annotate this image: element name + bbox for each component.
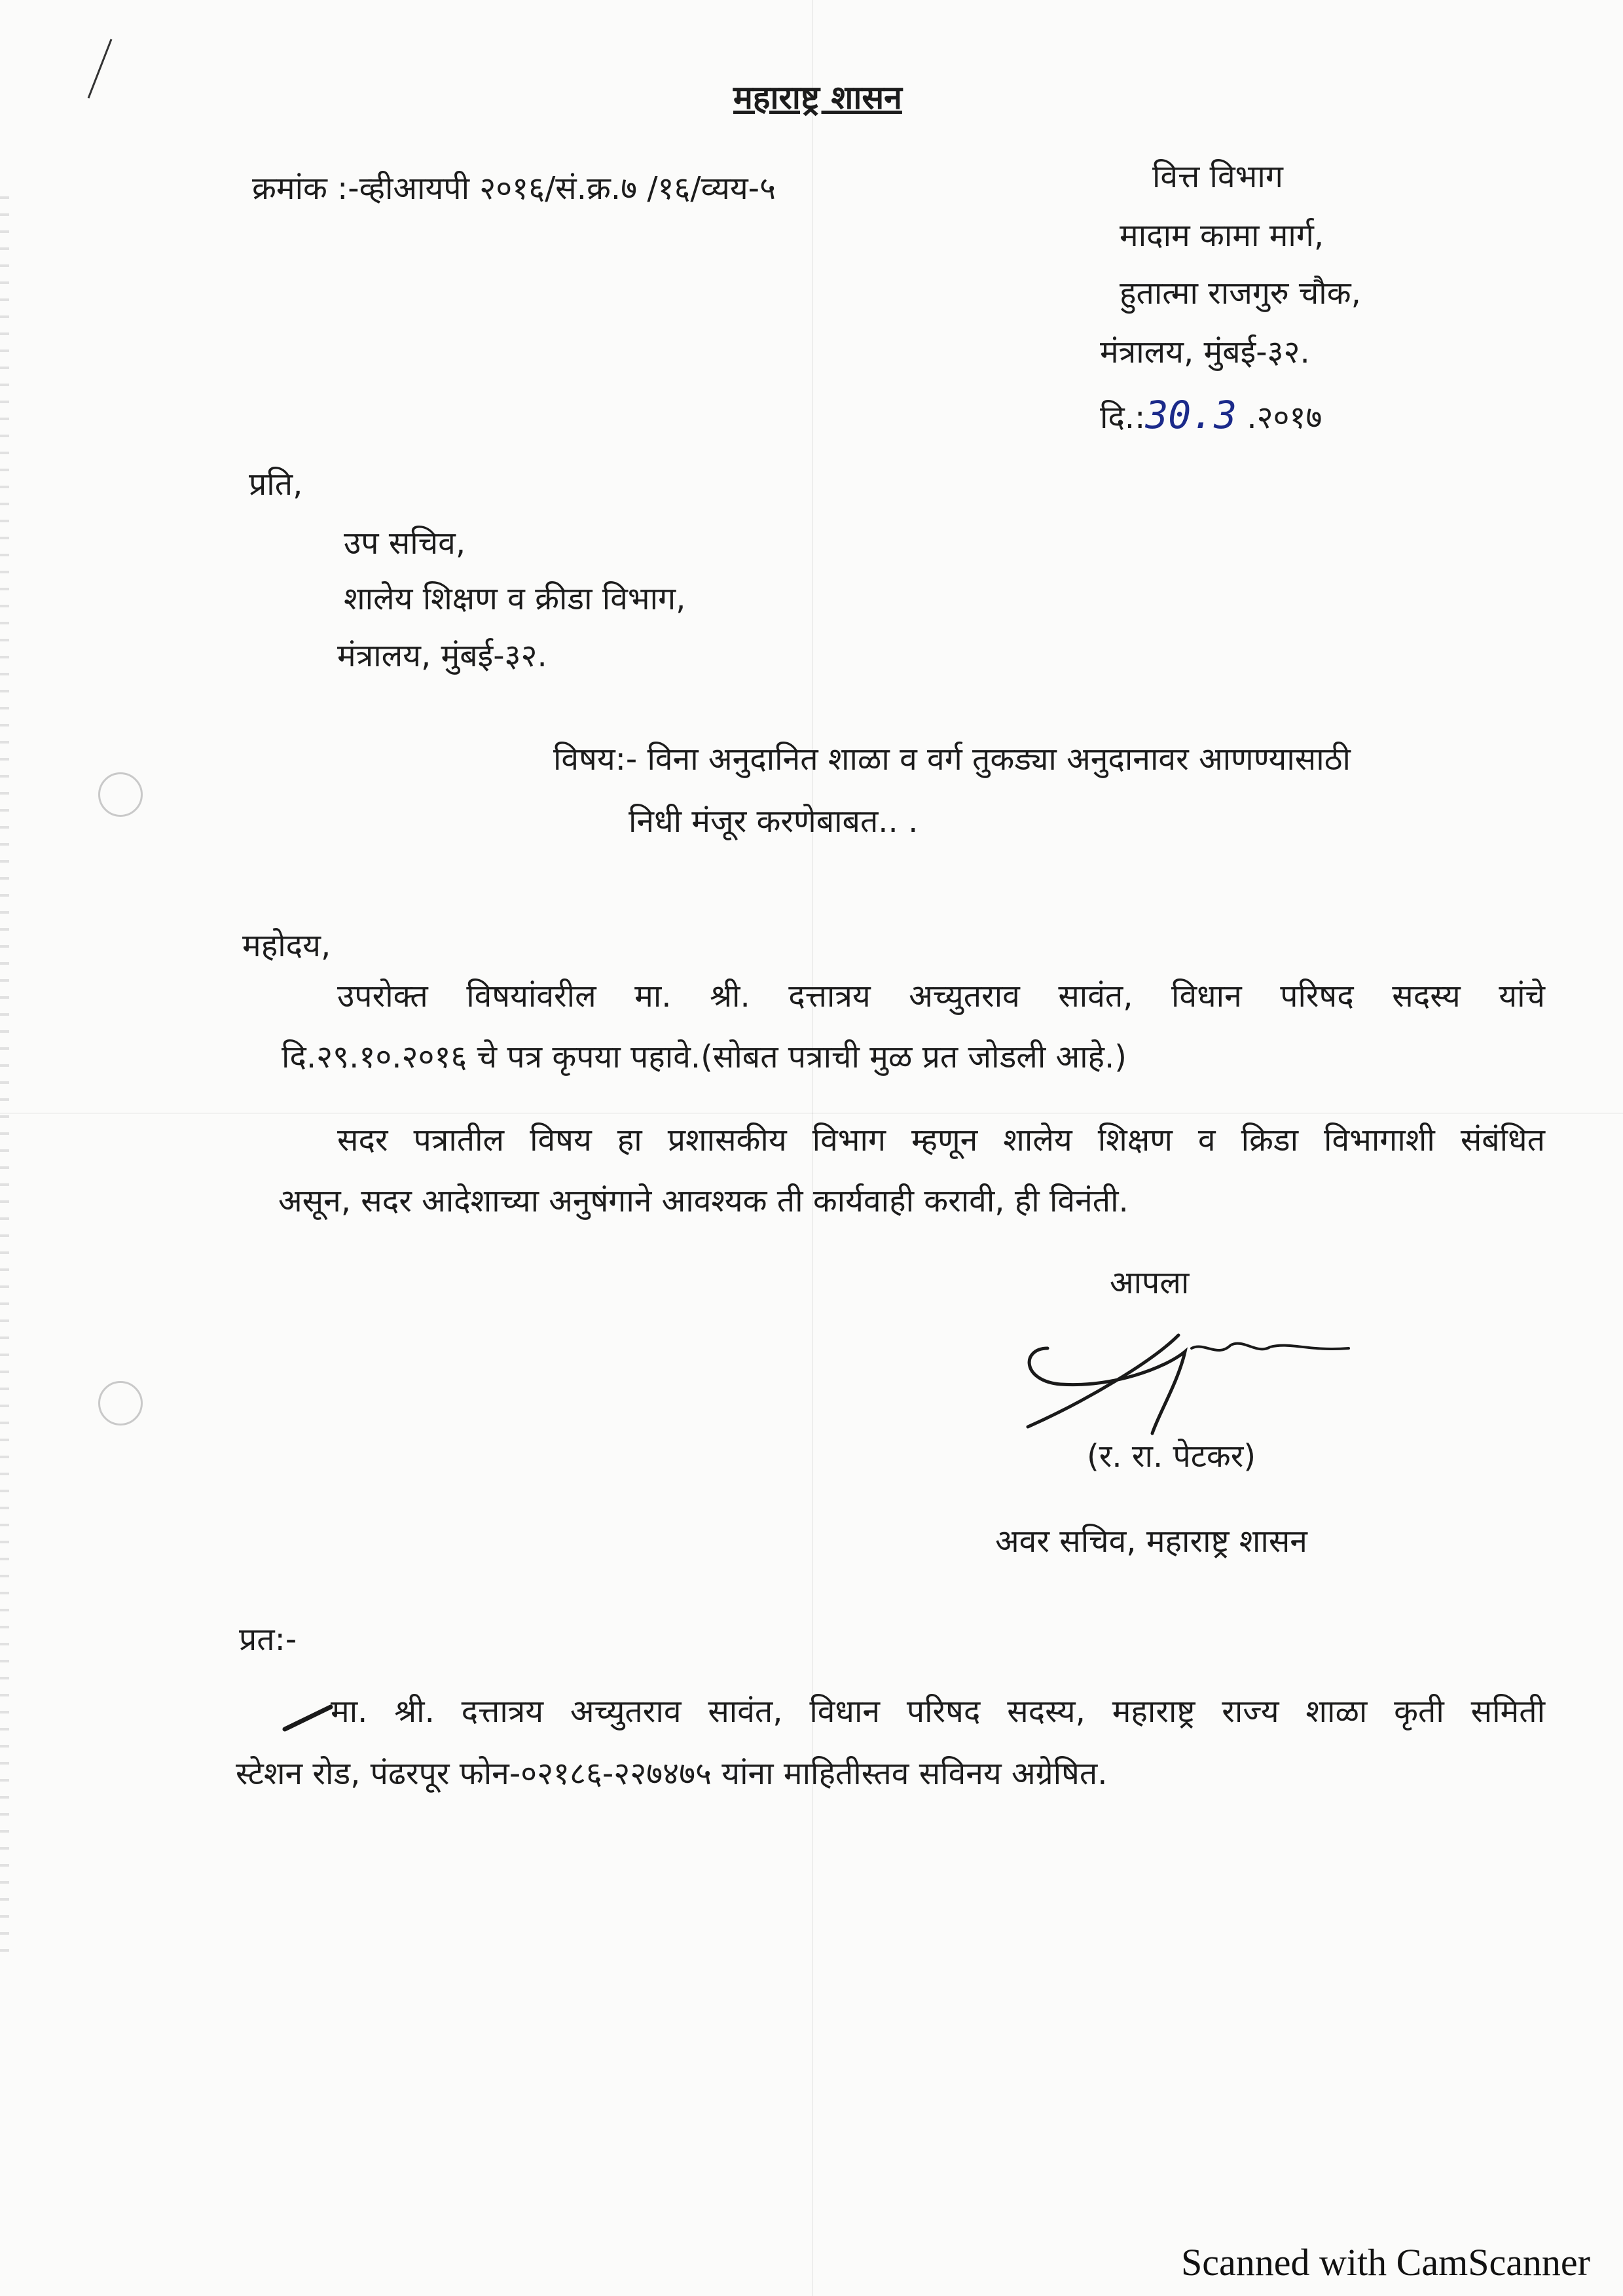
date-handwritten: 30.3 <box>1145 393 1237 437</box>
date-prefix: दि.: <box>1100 399 1146 436</box>
closing: आपला <box>1110 1265 1190 1301</box>
punch-hole-top <box>98 772 143 817</box>
scan-edge-marks <box>0 196 9 1964</box>
letter-date <box>1100 391 1322 439</box>
signatory-title: अवर सचिव, महाराष्ट्र शासन <box>995 1523 1307 1560</box>
punch-hole-bottom <box>98 1381 143 1426</box>
paper-fold-horizontal <box>0 1113 1623 1114</box>
body-paragraph-line: असून, सदर आदेशाच्या अनुषंगाने आवश्यक ती कार्यवाही करावी, ही विनंती. <box>278 1183 1129 1219</box>
salutation: महोदय, <box>242 927 331 964</box>
recipient-line: उप सचिव, <box>344 525 466 562</box>
sender-address-line: हुतात्मा राजगुरु चौक, <box>1120 275 1361 312</box>
sender-address-line: मादाम कामा मार्ग, <box>1120 217 1324 254</box>
recipient-line: मंत्रालय, मुंबई-३२. <box>337 637 547 674</box>
to-label: प्रति, <box>249 466 303 503</box>
sender-address-line: वित्त विभाग <box>1152 158 1283 195</box>
reference-number: क्रमांक :-व्हीआयपी २०१६/सं.क्र.७ /१६/व्यय-५ <box>252 170 776 207</box>
camscanner-watermark: Scanned with CamScanner <box>1181 2241 1590 2284</box>
body-paragraph-line: दि.२९.१०.२०१६ चे पत्र कृपया पहावे.(सोबत पत्राची मुळ प्रत जोडली आहे.) <box>282 1039 1127 1075</box>
handwritten-signature <box>1008 1322 1375 1453</box>
body-paragraph-line: सदर पत्रातील विषय हा प्रशासकीय विभाग म्हणून शालेय शिक्षण व क्रिडा विभागाशी संबंधित <box>337 1122 1545 1158</box>
corner-pen-mark <box>79 33 131 111</box>
letter-heading: महाराष्ट्र शासन <box>733 79 902 117</box>
recipient-line: शालेय शिक्षण व क्रीडा विभाग, <box>344 581 686 617</box>
body-paragraph-line: उपरोक्त विषयांवरील मा. श्री. दत्तात्रय अच्युतराव सावंत, विधान परिषद सदस्य यांचे <box>337 978 1545 1014</box>
copy-to-line: स्टेशन रोड, पंढरपूर फोन-०२१८६-२२७४७५ यांना माहितीस्तव सविनय अग्रेषित. <box>236 1755 1108 1792</box>
copy-to-line: मा. श्री. दत्तात्रय अच्युतराव सावंत, विधान परिषद सदस्य, महाराष्ट्र राज्य शाळा कृती समिती <box>331 1693 1545 1730</box>
signatory-name: (र. रा. पेटकर) <box>1087 1438 1256 1475</box>
tick-mark <box>282 1702 334 1734</box>
sender-address-line: मंत्रालय, मुंबई-३२. <box>1100 334 1310 370</box>
date-year: .२०१७ <box>1247 399 1322 436</box>
subject-line: निधी मंजूर करणेबाबत.. . <box>629 803 919 840</box>
copy-label: प्रत:- <box>239 1621 297 1658</box>
subject-line: विषय:- विना अनुदानित शाळा व वर्ग तुकड्या अनुदानावर आणण्यासाठी <box>553 741 1351 778</box>
